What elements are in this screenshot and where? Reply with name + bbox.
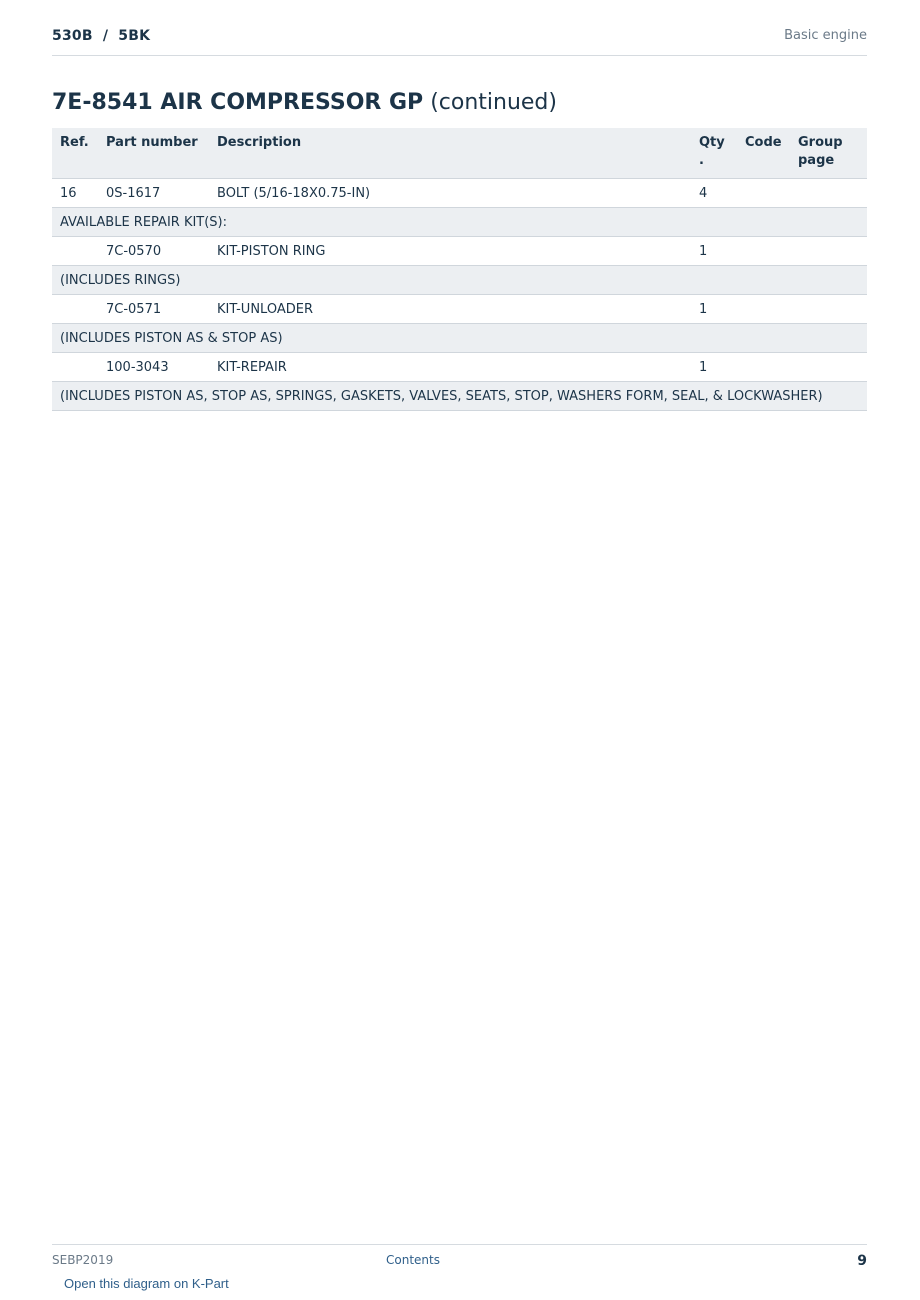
page-number: 9 [857, 1253, 867, 1269]
cell-code [737, 353, 790, 382]
cell-qty: 1 [691, 237, 737, 266]
cell-ref [52, 237, 98, 266]
page-footer [52, 1244, 867, 1269]
cell-part-number: 7C-0571 [98, 295, 209, 324]
table-row [52, 353, 867, 382]
cell-ref: 16 [52, 179, 98, 208]
cell-code [737, 179, 790, 208]
contents-link[interactable]: Contents [386, 1253, 440, 1267]
cell-qty: 1 [691, 295, 737, 324]
cell-qty: 1 [691, 353, 737, 382]
cell-description: KIT-UNLOADER [209, 295, 691, 324]
note-row [52, 324, 867, 353]
kpart-diagram-link[interactable]: Open this diagram on K-Part [64, 1276, 229, 1291]
header-code: Code [737, 128, 790, 179]
page-header [52, 28, 867, 56]
cell-group-page [790, 237, 867, 266]
header-description: Description [209, 128, 691, 179]
note-text: (INCLUDES PISTON AS, STOP AS, SPRINGS, GASKETS, VALVES, SEATS, STOP, WASHERS FORM, SEAL, & LOCKWASHER) [52, 382, 867, 411]
page-title [52, 90, 557, 115]
note-row [52, 208, 867, 237]
cell-part-number: 7C-0570 [98, 237, 209, 266]
section-label: Basic engine [784, 28, 867, 43]
parts-table [52, 128, 867, 411]
note-row [52, 266, 867, 295]
cell-qty: 4 [691, 179, 737, 208]
cell-group-page [790, 353, 867, 382]
table-row [52, 295, 867, 324]
note-text: (INCLUDES RINGS) [52, 266, 867, 295]
cell-part-number: 100-3043 [98, 353, 209, 382]
header-qty: Qty . [691, 128, 737, 179]
cell-code [737, 295, 790, 324]
cell-part-number: 0S-1617 [98, 179, 209, 208]
title-main: 7E-8541 AIR COMPRESSOR GP [52, 90, 424, 115]
cell-group-page [790, 179, 867, 208]
cell-description: KIT-PISTON RING [209, 237, 691, 266]
note-row [52, 382, 867, 411]
header-part-number: Part number [98, 128, 209, 179]
header-ref: Ref. [52, 128, 98, 179]
header-group-page: Group page [790, 128, 867, 179]
cell-ref [52, 295, 98, 324]
cell-description: KIT-REPAIR [209, 353, 691, 382]
table-row [52, 179, 867, 208]
note-text: AVAILABLE REPAIR KIT(S): [52, 208, 867, 237]
document-id: SEBP2019 [52, 1253, 114, 1267]
cell-code [737, 237, 790, 266]
model-label: 530B / 5BK [52, 28, 151, 44]
table-header-row [52, 128, 867, 179]
title-suffix: (continued) [430, 90, 557, 115]
cell-description: BOLT (5/16-18X0.75-IN) [209, 179, 691, 208]
note-text: (INCLUDES PISTON AS & STOP AS) [52, 324, 867, 353]
cell-group-page [790, 295, 867, 324]
cell-ref [52, 353, 98, 382]
table-row [52, 237, 867, 266]
